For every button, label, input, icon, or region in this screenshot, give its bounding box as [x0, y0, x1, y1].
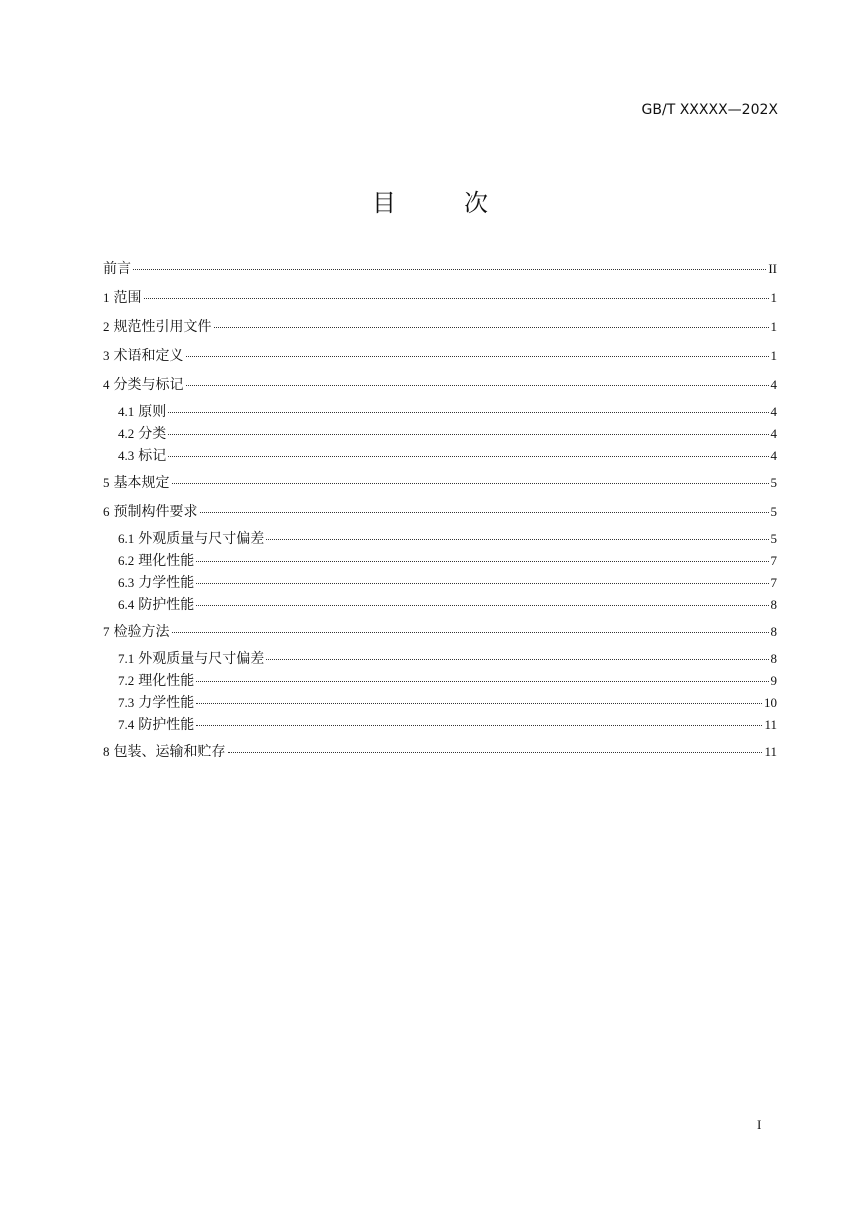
toc-dot-leader	[266, 539, 768, 540]
toc-entry-label: 检验方法	[113, 624, 170, 640]
toc-entry-number: 7.2	[118, 673, 135, 688]
toc-entry-page: 4	[770, 448, 777, 463]
toc-dot-leader	[168, 412, 768, 413]
toc-entry-number: 4.2	[118, 426, 135, 441]
toc-entry-page: 5	[770, 531, 777, 546]
toc-entry-number: 8	[103, 744, 110, 759]
toc-entry-page: II	[768, 261, 777, 276]
toc-entry[interactable]	[103, 715, 777, 737]
toc-entry[interactable]	[103, 649, 777, 671]
toc-entry[interactable]	[103, 740, 777, 769]
toc-entry-number: 7	[103, 624, 110, 639]
toc-dot-leader	[196, 725, 762, 726]
toc-entry[interactable]	[103, 373, 777, 402]
toc-entry[interactable]	[103, 315, 777, 344]
toc-entry-page: 9	[770, 673, 777, 688]
toc-entry[interactable]	[103, 551, 777, 573]
toc-entry-page: 5	[770, 475, 777, 490]
toc-entry-number: 6.1	[118, 531, 135, 546]
toc-entry-label: 范围	[113, 290, 142, 306]
toc-entry[interactable]	[103, 446, 777, 468]
toc-dot-leader	[196, 605, 768, 606]
toc-entry-number: 4.3	[118, 448, 135, 463]
toc-dot-leader	[196, 703, 762, 704]
toc-entry-label: 原则	[138, 404, 167, 420]
toc-entry-number: 7.1	[118, 651, 135, 666]
toc-dot-leader	[186, 385, 769, 386]
toc-entry[interactable]	[103, 671, 777, 693]
toc-entry-label: 包装、运输和贮存	[113, 744, 226, 760]
toc-entry[interactable]	[103, 573, 777, 595]
toc-entry-label: 力学性能	[138, 695, 195, 711]
toc-entry-label: 理化性能	[138, 673, 195, 689]
toc-entry-number: 7.3	[118, 695, 135, 710]
toc-entry-page: 8	[770, 597, 777, 612]
page-number: I	[757, 1117, 762, 1132]
toc-entry-page: 7	[770, 553, 777, 568]
toc-dot-leader	[186, 356, 769, 357]
toc-entry-label: 防护性能	[138, 717, 195, 733]
toc-entry-label: 外观质量与尺寸偏差	[138, 651, 265, 667]
toc-entry-label: 前言	[103, 261, 131, 277]
toc-entry[interactable]	[103, 693, 777, 715]
toc-dot-leader	[144, 298, 769, 299]
toc-entry-page: 10	[764, 695, 777, 710]
toc-dot-leader	[172, 632, 769, 633]
toc-entry-label: 预制构件要求	[113, 504, 198, 520]
toc-dot-leader	[196, 583, 768, 584]
toc-entry-number: 6.4	[118, 597, 135, 612]
toc-entry-number: 6.2	[118, 553, 135, 568]
toc-dot-leader	[196, 681, 768, 682]
toc-entry-label: 力学性能	[138, 575, 195, 591]
toc-entry-label: 基本规定	[113, 475, 170, 491]
toc-entry-number: 6.3	[118, 575, 135, 590]
toc-entry-number: 4	[103, 377, 110, 392]
toc-entry[interactable]	[103, 595, 777, 617]
toc-entry-label: 分类	[138, 426, 167, 442]
toc-entry-label: 规范性引用文件	[113, 319, 212, 335]
toc-entry-number: 2	[103, 319, 110, 334]
toc-entry-label: 防护性能	[138, 597, 195, 613]
toc-entry-page: 4	[770, 426, 777, 441]
toc-entry[interactable]	[103, 529, 777, 551]
toc-dot-leader	[196, 561, 768, 562]
toc-entry-number: 7.4	[118, 717, 135, 732]
toc-entry-label: 分类与标记	[113, 377, 184, 393]
toc-entry-page: 1	[770, 319, 777, 334]
toc-entry[interactable]	[103, 424, 777, 446]
toc-entry[interactable]	[103, 257, 777, 286]
toc-dot-leader	[168, 456, 768, 457]
toc-entry-label: 术语和定义	[113, 348, 184, 364]
toc-dot-leader	[133, 269, 766, 270]
toc-entry-page: 1	[770, 348, 777, 363]
toc-entry-page: 11	[764, 744, 777, 759]
toc-entry[interactable]	[103, 286, 777, 315]
toc-entry-page: 4	[770, 404, 777, 419]
toc-dot-leader	[228, 752, 763, 753]
toc-entry-page: 8	[770, 624, 777, 639]
toc-entry[interactable]	[103, 402, 777, 424]
toc-entry[interactable]	[103, 620, 777, 649]
toc-entry-page: 5	[770, 504, 777, 519]
toc-entry-page: 7	[770, 575, 777, 590]
toc-dot-leader	[266, 659, 768, 660]
toc-entry-page: 11	[764, 717, 777, 732]
toc-dot-leader	[172, 483, 769, 484]
toc-entry-number: 5	[103, 475, 110, 490]
page-title: 目 次	[372, 189, 510, 217]
toc-entry-page: 4	[770, 377, 777, 392]
toc-entry[interactable]	[103, 500, 777, 529]
toc-entry-page: 8	[770, 651, 777, 666]
toc-entry-label: 标记	[138, 448, 167, 464]
toc-entry[interactable]	[103, 344, 777, 373]
toc-entry[interactable]	[103, 471, 777, 500]
toc-dot-leader	[168, 434, 768, 435]
toc-entry-number: 1	[103, 290, 110, 305]
toc-entry-number: 3	[103, 348, 110, 363]
toc-entry-label: 理化性能	[138, 553, 195, 569]
table-of-contents	[103, 257, 777, 769]
toc-entry-label: 外观质量与尺寸偏差	[138, 531, 265, 547]
standard-code: GB/T XXXXX—202X	[641, 102, 778, 118]
toc-entry-number: 6	[103, 504, 110, 519]
toc-dot-leader	[214, 327, 769, 328]
toc-entry-page: 1	[770, 290, 777, 305]
toc-dot-leader	[200, 512, 769, 513]
toc-entry-number: 4.1	[118, 404, 135, 419]
